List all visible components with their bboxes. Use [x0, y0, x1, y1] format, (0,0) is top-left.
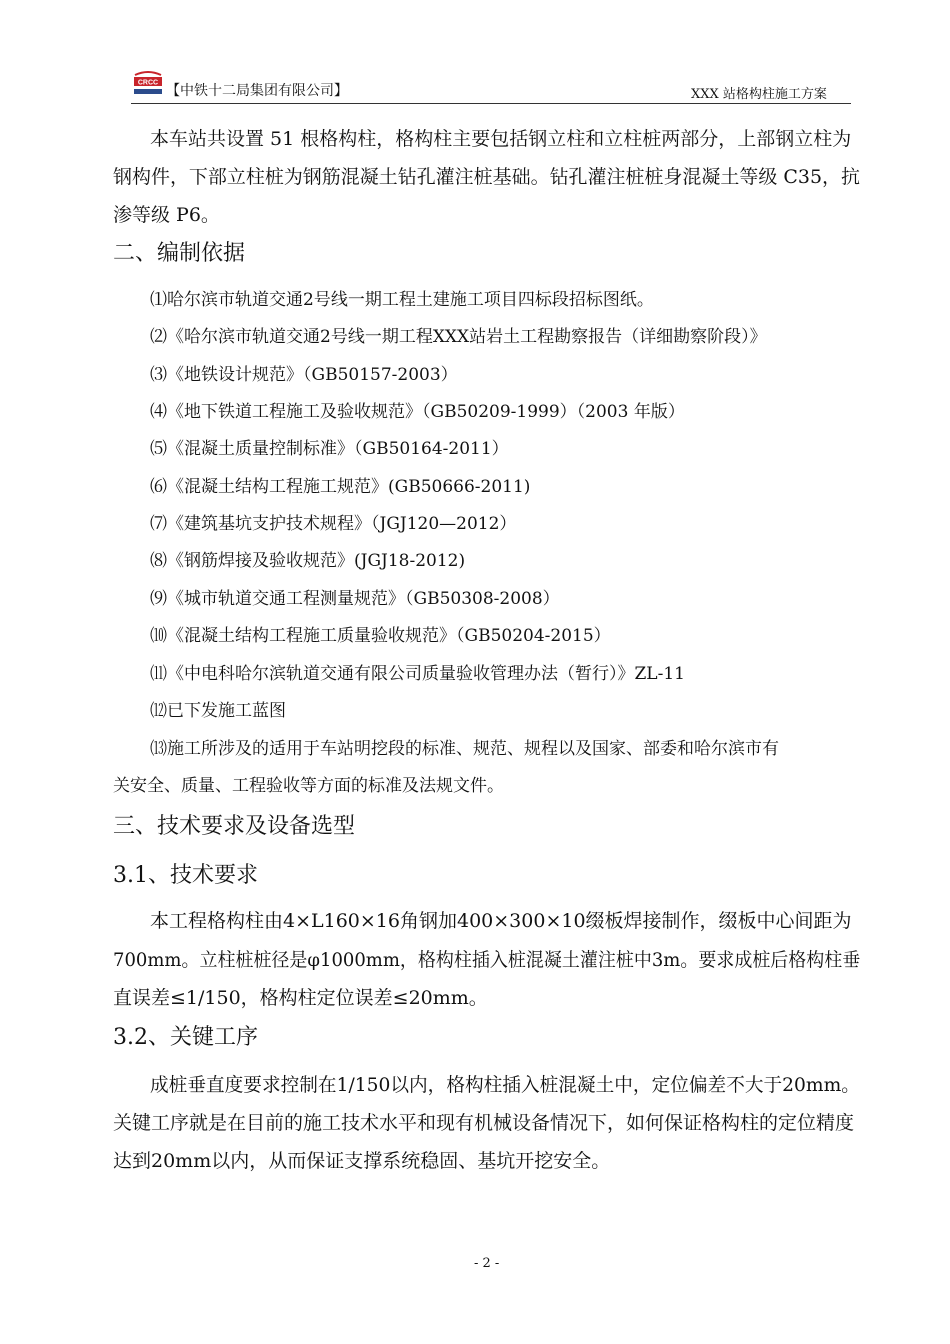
subsection-3-2-heading: 3.2、关键工序 [113, 1025, 258, 1050]
header-document-title: XXX 站格构柱施工方案 [691, 87, 827, 102]
reference-item-13-line-1: ⒀施工所涉及的适用于车站明挖段的标准、规范、规程以及国家、部委和哈尔滨市有 [150, 739, 779, 759]
reference-item-12: ⑿已下发施工蓝图 [150, 701, 286, 721]
intro-line-1: 本车站共设置 51 根格构柱，格构柱主要包括钢立柱和立柱桩两部分，上部钢立柱为 [150, 128, 852, 150]
key-process-line-3: 达到20mm以内，从而保证支撑系统稳固、基坑开挖安全。 [113, 1150, 611, 1172]
tech-req-line-3: 直误差≤1/150，格构柱定位误差≤20mm。 [113, 987, 488, 1009]
reference-item-1: ⑴哈尔滨市轨道交通2号线一期工程土建施工项目四标段招标图纸。 [150, 290, 654, 310]
key-process-line-2: 关键工序就是在目前的施工技术水平和现有机械设备情况下，如何保证格构柱的定位精度 [113, 1112, 855, 1134]
reference-item-10: ⑽《混凝土结构工程施工质量验收规范》（GB50204-2015） [150, 626, 611, 646]
tech-req-line-1: 本工程格构柱由4×L160×16角钢加400×300×10缀板焊接制作，缀板中心间距为 [150, 910, 852, 932]
page-number: - 2 - [474, 1256, 500, 1271]
reference-item-9: ⑼《城市轨道交通工程测量规范》（GB50308-2008） [150, 589, 560, 609]
reference-item-6: ⑹《混凝土结构工程施工规范》(GB50666-2011) [150, 477, 531, 497]
company-logo [131, 70, 165, 98]
intro-line-2: 钢构件，下部立柱桩为钢筋混凝土钻孔灌注桩基础。钻孔灌注桩桩身混凝土等级 C35，抗 [113, 166, 861, 188]
section-2-heading: 二、编制依据 [113, 241, 246, 266]
header-divider [131, 103, 851, 104]
reference-item-11: ⑾《中电科哈尔滨轨道交通有限公司质量验收管理办法（暂行）》ZL-11 [150, 664, 685, 684]
reference-item-13-line-2: 关安全、质量、工程验收等方面的标准及法规文件。 [113, 776, 504, 796]
logo-text: CRCC [137, 79, 159, 87]
reference-item-4: ⑷《地下铁道工程施工及验收规范》（GB50209-1999）（2003 年版） [150, 402, 685, 422]
section-3-heading: 三、技术要求及设备选型 [113, 814, 356, 839]
tech-req-line-2: 700mm。立柱桩桩径是φ1000mm，格构柱插入桩混凝土灌注桩中3m。要求成桩后格构柱垂 [113, 949, 861, 971]
key-process-line-1: 成桩垂直度要求控制在1/150以内，格构柱插入桩混凝土中，定位偏差不大于20mm。 [150, 1074, 860, 1096]
intro-line-3: 渗等级 P6。 [113, 204, 220, 226]
reference-item-5: ⑸《混凝土质量控制标准》（GB50164-2011） [150, 439, 509, 459]
header-company: 【中铁十二局集团有限公司】 [166, 83, 348, 99]
reference-item-3: ⑶《地铁设计规范》（GB50157-2003） [150, 365, 458, 385]
subsection-3-1-heading: 3.1、技术要求 [113, 863, 258, 888]
reference-item-8: ⑻《钢筋焊接及验收规范》(JGJ18-2012) [150, 551, 466, 571]
reference-item-2: ⑵《哈尔滨市轨道交通2号线一期工程XXX站岩土工程勘察报告（详细勘察阶段）》 [150, 327, 767, 347]
reference-item-7: ⑺《建筑基坑支护技术规程》（JGJ120—2012） [150, 514, 517, 534]
